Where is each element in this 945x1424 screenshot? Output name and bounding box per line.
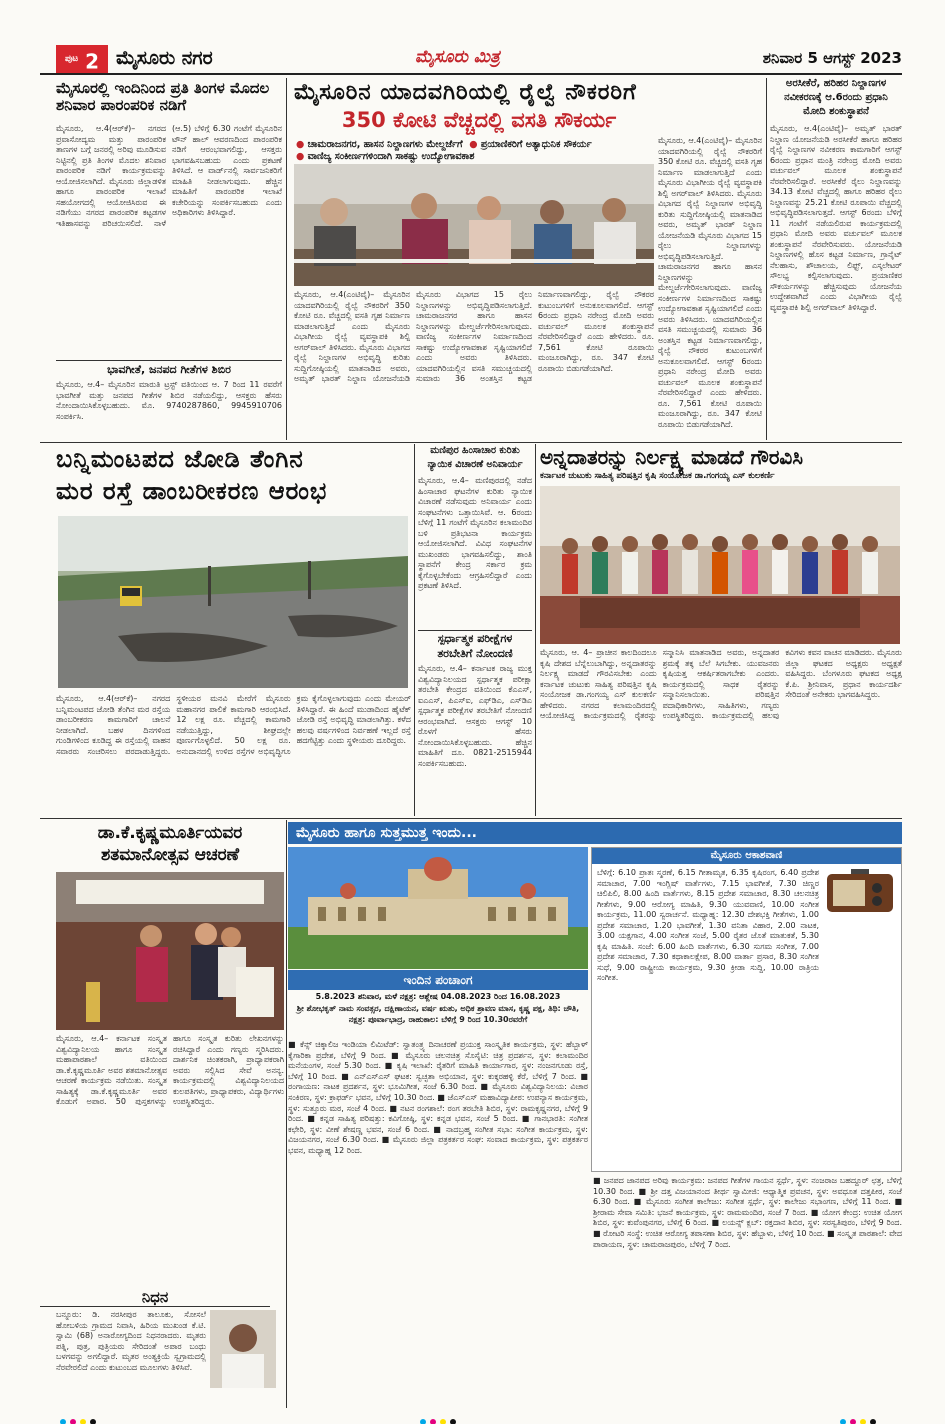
print-registration-marks [60, 1410, 100, 1418]
radio-title: ಮೈಸೂರು ಆಕಾಶವಾಣಿ [592, 848, 901, 864]
story5-headline-line1: ಮಣಿಪುರ ಹಿಂಸಾಚಾರ ಕುರಿತು [430, 445, 520, 456]
issue-date: ಶನಿವಾರ 5 ಆಗಸ್ಟ್ 2023 [762, 49, 902, 67]
centenary-event-photo [56, 872, 284, 1030]
story3-body: ಮೈಸೂರು, ಆ.4(ಎಂಟಿವೈ)– ಅಮೃತ್ ಭಾರತ್ ನಿಲ್ದಾಣ ಯೋಜನೆಯಡಿ ಅರಸೀಕೆರೆ ಹಾಗೂ ಹರಿಹರ ರೈಲ್ವೆ ನಿಲ್ದಾಣಗಳ ನವೀಕರಣ ಕಾಮಗಾರಿಗೆ ಆಗಸ್ಟ್ 6ರಂದು ಪ್ರಧಾನ ಮಂತ್ರಿ ನರೇಂದ್ರ ಮೋದಿ ಅವರು ವರ್ಚುವಲ್ ಮೂಲಕ ಶಂಕುಸ್ಥಾಪನೆ ನೆರವೇರಿಸಲಿದ್ದಾರೆ. ಅರಸೀಕೆರೆ ರೈಲು ನಿಲ್ದಾಣವನ್ನು 34.13 ಕೋಟಿ ವೆಚ್ಚದಲ್ಲಿ ಹಾಗೂ ಹರಿಹರ ರೈಲು ನಿಲ್ದಾಣವನ್ನು 25.21 ಕೋಟಿ ರೂಪಾಯಿ ವೆಚ್ಚದಲ್ಲಿ ಅಭಿವೃದ್ಧಿಪಡಿಸಲಾಗುತ್ತದೆ. ಆಗಸ್ಟ್ 6ರಂದು ಬೆಳಿಗ್ಗೆ 11 ಗಂಟೆಗೆ ನಡೆಯಲಿರುವ ಕಾರ್ಯಕ್ರಮದಲ್ಲಿ ಪ್ರಧಾನಿ ಮೋದಿ ಅವರು ವರ್ಚುವಲ್ ಮೂಲಕ ಶಂಕುಸ್ಥಾಪನೆ ನೆರವೇರಿಸುವರು. ಯೋಜನೆಯಡಿ ನಿಲ್ದಾಣಗಳಲ್ಲಿ ಹೊಸ ಕಟ್ಟಡ ನಿರ್ಮಾಣ, ಗ್ರಾನೈಟ್ ನೆಲಹಾಸು, ಶೌಚಾಲಯ, ಲಿಫ್ಟ್, ಎಸ್ಕಲೇಟರ್ ಸೌಲಭ್ಯ ಕಲ್ಪಿಸಲಾಗುವುದು. ಪ್ರಯಾಣಿಕರ ಸೌಕರ್ಯಗಳನ್ನು ಹೆಚ್ಚಿಸುವುದು ಯೋಜನೆಯ ಉದ್ದೇಶವಾಗಿದೆ ಎಂದು ವಿಭಾಗೀಯ ರೈಲ್ವೆ ವ್ಯವಸ್ಥಾಪಕಿ ಶಿಲ್ಪಿ ಅಗರ್‌ವಾಲ್ ತಿಳಿಸಿದ್ದಾರೆ. [770, 124, 902, 312]
story5-sub-headline-line1: ಸ್ಪರ್ಧಾತ್ಮಕ ಪರೀಕ್ಷೆಗಳ [437, 632, 513, 645]
story3-headline-line1: ಅರಸೀಕೆರೆ, ಹರಿಹರ ನಿಲ್ದಾಣಗಳ [785, 78, 887, 89]
story2-bullet: ● ಚಾಮರಾಜನಗರ, ಹಾಸನ ನಿಲ್ದಾಣಗಳು ಮೇಲ್ದರ್ಜೆಗೆ ● ಪ್ರಯಾಣಿಕರಿಗೆ ಅತ್ಯಾಧುನಿಕ ಸೌಕರ್ಯ [296, 139, 592, 150]
farmers-felicitation-photo [540, 486, 900, 644]
divider [286, 78, 287, 440]
radio-schedule-box [591, 847, 902, 1172]
story3-headline-line2: ನವೀಕರಣಕ್ಕೆ ಆ.6ರಂದು ಪ್ರಧಾನಿ [784, 92, 888, 103]
story1-sub-headline: ಭಾವಗೀತೆ, ಜನಪದ ಗೀತೆಗಳ ಶಿಬಿರ [107, 363, 231, 376]
road-asphalting-photo [58, 516, 408, 688]
events-list: ■ ಕೆನ್ಸ್ ಚಿಕ್ಕಾಲಿಜ ಇಂಡಿಯಾ ಲಿಮಿಟೆಡ್: ಸ್ವಾತಂತ್ರ್ಯ ದಿನಾಚರಣೆ ಪ್ರಯುಕ್ತ ಸಾಂಸ್ಕೃತಿಕ ಕಾರ್ಯಕ್ರಮ, ಸ್ಥಳ: ಹೆಬ್ಬಾಳ್ ಕೈಗಾರಿಕಾ ಪ್ರದೇಶ, ಬೆಳಿಗ್ಗೆ 9 ರಿಂದ. ■ ಮೈಸೂರು ಚಲನಚಿತ್ರ ಸೊಸೈಟಿ: ಚಿತ್ರ ಪ್ರದರ್ಶನ, ಸ್ಥಳ: ಕಲಾಮಂದಿರ ಮನೆಯಂಗಳ, ಸಂಜೆ 5.30 ರಿಂದ. ■ ಕೃಷಿ ಇಲಾಖೆ: ರೈತರಿಗೆ ಮಾಹಿತಿ ಕಾರ್ಯಾಗಾರ, ಸ್ಥಳ: ನಂಜನಗೂಡು ರಸ್ತೆ, ಬೆಳಿಗ್ಗೆ 10 ರಿಂದ. ■ ಎನ್‌ಎಸ್‌ಎಸ್ ಘಟಕ: ಸ್ವಚ್ಛತಾ ಅಭಿಯಾನ, ಸ್ಥಳ: ಕುಕ್ಕರಹಳ್ಳಿ ಕೆರೆ, ಬೆಳಿಗ್ಗೆ 7 ರಿಂದ. ■ ರಂಗಾಯಣ: ನಾಟಕ ಪ್ರದರ್ಶನ, ಸ್ಥಳ: ಭೂಮಿಗೀತ, ಸಂಜೆ 6.30 ರಿಂದ. ■ ಮೈಸೂರು ವಿಶ್ವವಿದ್ಯಾನಿಲಯ: ವಿಚಾರ ಸಂಕಿರಣ, ಸ್ಥಳ: ಕ್ರಾಫರ್ಡ್ ಭವನ, ಬೆಳಿಗ್ಗೆ 10.30 ರಿಂದ. ■ ಜೆಎಸ್‌ಎಸ್ ಮಹಾವಿದ್ಯಾಪೀಠ: ಉಪನ್ಯಾಸ ಕಾರ್ಯಕ್ರಮ, ಸ್ಥಳ: ಸುತ್ತೂರು ಮಠ, ಸಂಜೆ 4 ರಿಂದ. ■ ನಟನ ರಂಗಶಾಲೆ: ರಂಗ ತರಬೇತಿ ಶಿಬಿರ, ಸ್ಥಳ: ರಾಮಕೃಷ್ಣನಗರ, ಬೆಳಿಗ್ಗೆ 9 ರಿಂದ. ■ ಕನ್ನಡ ಸಾಹಿತ್ಯ ಪರಿಷತ್ತು: ಕವಿಗೋಷ್ಠಿ, ಸ್ಥಳ: ಕನ್ನಡ ಭವನ, ಸಂಜೆ 5 ರಿಂದ. ■ ಗಾನಭಾರತಿ: ಸಂಗೀತ ಕಛೇರಿ, ಸ್ಥಳ: ವೀಣೆ ಶೇಷಣ್ಣ ಭವನ, ಸಂಜೆ 6 ರಿಂದ. ■ ನಾದಬ್ರಹ್ಮ ಸಂಗೀತ ಸಭಾ: ಸಂಗೀತ ಕಾರ್ಯಕ್ರಮ, ಸ್ಥಳ: ವಿಜಯನಗರ, ಸಂಜೆ 6.30 ರಿಂದ. ■ ಮೈಸೂರು ಜಿಲ್ಲಾ ಪತ್ರಕರ್ತರ ಸಂಘ: ಸಂವಾದ ಕಾರ್ಯಕ್ರಮ, ಸ್ಥಳ: ಪತ್ರಕರ್ತರ ಭವನ, ಮಧ್ಯಾಹ್ನ 12 ರಿಂದ. [288, 1040, 588, 1155]
story2-headline-line1: ಮೈಸೂರಿನ ಯಾದವಗಿರಿಯಲ್ಲಿ ರೈಲ್ವೆ ನೌಕರರಿಗೆ [294, 80, 637, 105]
story5-headline-line2: ನ್ಯಾಯಿಕ ವಿಚಾರಣೆ ಅನಿವಾರ್ಯ [427, 459, 523, 470]
story2-body-continued: ಮೈಸೂರು, ಆ.4(ಎಂಟಿವೈ)– ಮೈಸೂರಿನ ಯಾದವಗಿರಿಯಲ್ಲಿ ರೈಲ್ವೆ ನೌಕರರಿಗೆ 350 ಕೋಟಿ ರೂ. ವೆಚ್ಚದಲ್ಲಿ ವಸತಿ ಗೃಹ ನಿರ್ಮಾಣ ಮಾಡಲಾಗುತ್ತಿದೆ ಎಂದು ಮೈಸೂರು ವಿಭಾಗೀಯ ರೈಲ್ವೆ ವ್ಯವಸ್ಥಾಪಕಿ ಶಿಲ್ಪಿ ಅಗರ್‌ವಾಲ್ ತಿಳಿಸಿದರು. ಮೈಸೂರು ವಿಭಾಗದ ರೈಲ್ವೆ ನಿಲ್ದಾಣಗಳ ಅಭಿವೃದ್ಧಿ ಕುರಿತು ಸುದ್ದಿಗೋಷ್ಠಿಯಲ್ಲಿ ಮಾತನಾಡಿದ ಅವರು, ಅಮೃತ್ ಭಾರತ್ ನಿಲ್ದಾಣ ಯೋಜನೆಯಡಿ ಮೈಸೂರು ವಿಭಾಗದ 15 ರೈಲು ನಿಲ್ದಾಣಗಳನ್ನು ಅಭಿವೃದ್ಧಿಪಡಿಸಲಾಗುತ್ತಿದೆ. ಚಾಮರಾಜನಗರ ಹಾಗೂ ಹಾಸನ ನಿಲ್ದಾಣಗಳನ್ನು ಮೇಲ್ದರ್ಜೆಗೇರಿಸಲಾಗುವುದು. ವಾಣಿಜ್ಯ ಸಂಕೀರ್ಣಗಳ ನಿರ್ಮಾಣದಿಂದ ಸಾಕಷ್ಟು ಉದ್ಯೋಗಾವಕಾಶ ಸೃಷ್ಟಿಯಾಗಲಿದೆ ಎಂದು ಅವರು ತಿಳಿಸಿದರು. ಯಾದವಗಿರಿಯಲ್ಲಿನ ವಸತಿ ಸಮುಚ್ಚಯದಲ್ಲಿ ಸುಮಾರು 36 ಅಂತಸ್ತಿನ ಕಟ್ಟಡ ನಿರ್ಮಾಣವಾಗಲಿದ್ದು, ರೈಲ್ವೆ ನೌಕರರ ಕುಟುಂಬಗಳಿಗೆ ಅನುಕೂಲವಾಗಲಿದೆ. ಆಗಸ್ಟ್ 6ರಂದು ಪ್ರಧಾನಿ ನರೇಂದ್ರ ಮೋದಿ ಅವರು ವರ್ಚುವಲ್ ಮೂಲಕ ಶಂಕುಸ್ಥಾಪನೆ ನೆರವೇರಿಸಲಿದ್ದಾರೆ ಎಂದು ಹೇಳಿದರು. ರೂ. 7,561 ಕೋಟಿ ರೂಪಾಯಿ ಮಂಜೂರಾಗಿದ್ದು, ರೂ. 347 ಕೋಟಿ ರೂಪಾಯಿ ಬಿಡುಗಡೆಯಾಗಿದೆ. [658, 136, 762, 429]
story4-body: ಮೈಸೂರು, ಆ.4(ಆರ್‌ಕೆ)– ನಗರದ ಬನ್ನಿಮಂಟಪದ ಜೋಡಿ ತೆಂಗಿನ ಮರ ರಸ್ತೆಯ ಡಾಂಬರೀಕರಣ ಕಾಮಗಾರಿಗೆ ಚಾಲನೆ ನೀಡಲಾಗಿದೆ. ಬಹಳ ದಿನಗಳಿಂದ ಗುಂಡಿಗಳಿಂದ ಕೂಡಿದ್ದ ಈ ರಸ್ತೆಯಲ್ಲಿ ವಾಹನ ಸವಾರರು ಸಂಚರಿಸಲು ಪರದಾಡುತ್ತಿದ್ದರು. ಸ್ಥಳೀಯರ ಮನವಿ ಮೇರೆಗೆ ಮೈಸೂರು ಮಹಾನಗರ ಪಾಲಿಕೆ ಕಾಮಗಾರಿ ಆರಂಭಿಸಿದೆ. 12 ಲಕ್ಷ ರೂ. ವೆಚ್ಚದಲ್ಲಿ ಕಾಮಗಾರಿ ನಡೆಯುತ್ತಿದ್ದು, ಶೀಘ್ರದಲ್ಲೇ ಪೂರ್ಣಗೊಳ್ಳಲಿದೆ. 50 ಲಕ್ಷ ರೂ. ಅನುದಾನದಲ್ಲಿ ಉಳಿದ ರಸ್ತೆಗಳ ಅಭಿವೃದ್ಧಿಗೂ ಕ್ರಮ ಕೈಗೊಳ್ಳಲಾಗುವುದು ಎಂದು ಮೇಯರ್ ತಿಳಿಸಿದ್ದಾರೆ. ಈ ಹಿಂದೆ ಮುಡಾದಿಂದ ಹೈಟೆಕ್ ಜೋಡಿ ರಸ್ತೆ ಅಭಿವೃದ್ಧಿ ಮಾಡಲಾಗಿತ್ತು. ಕಳೆದ ಹಲವು ವರ್ಷಗಳಿಂದ ನಿರ್ವಹಣೆ ಇಲ್ಲದೆ ರಸ್ತೆ ಹದಗೆಟ್ಟಿತ್ತು ಎಂದು ಸ್ಥಳೀಯರು ದೂರಿದ್ದರು. [56, 694, 411, 756]
divider [286, 820, 287, 1408]
panchanga-title: ಇಂದಿನ ಪಂಚಾಂಗ [288, 970, 588, 990]
railway-press-meet-photo [294, 164, 654, 286]
divider [40, 818, 902, 819]
story4-headline-line1: ಬನ್ನಿಮಂಟಪದ ಜೋಡಿ ತೆಂಗಿನ [56, 445, 304, 473]
story7-headline-line2: ಶತಮಾನೋತ್ಸವ ಆಚರಣೆ [100, 845, 240, 865]
divider [414, 444, 415, 816]
panchanga-text: ಶ್ರೀ ಶೋಭಕೃತ್ ನಾಮ ಸಂವತ್ಸರ, ದಕ್ಷಿಣಾಯನ, ವರ್ಷ ಋತು, ಅಧಿಕ ಶ್ರಾವಣ ಮಾಸ, ಕೃಷ್ಣ ಪಕ್ಷ, ತಿಥಿ: ಚೌತಿ, ನಕ್ಷತ್ರ: ಪೂರ್ವಾಭಾದ್ರ, ರಾಹುಕಾಲ: ಬೆಳಿಗ್ಗೆ 9 ರಿಂದ 10.30ರವರೆಗೆ [296, 1004, 580, 1024]
divider [40, 442, 902, 443]
story1-body: ಮೈಸೂರು, ಆ.4(ಆರ್‌ಕೆ)– ನಗರದ ಪ್ರವಾಸೋದ್ಯಮ ಮತ್ತು ಪಾರಂಪರಿಕ ತಾಣಗಳ ಬಗ್ಗೆ ಜನರಲ್ಲಿ ಅರಿವು ಮೂಡಿಸುವ ನಿಟ್ಟಿನಲ್ಲಿ ಪ್ರತಿ ತಿಂಗಳ ಮೊದಲ ಶನಿವಾರ ಪಾರಂಪರಿಕ ನಡಿಗೆ ಕಾರ್ಯಕ್ರಮವನ್ನು ಆಯೋಜಿಸಲಾಗಿದೆ. ಮೈಸೂರು ಜಿಲ್ಲಾಡಳಿತ ಹಾಗೂ ಪಾರಂಪರಿಕ ಇಲಾಖೆ ಸಹಯೋಗದಲ್ಲಿ ಆಯೋಜಿಸಿರುವ ಈ ನಡಿಗೆಯು ನಗರದ ಪಾರಂಪರಿಕ ಕಟ್ಟಡಗಳ ಇತಿಹಾಸವನ್ನು ಪರಿಚಯಿಸಲಿದೆ. ನಾಳೆ (ಆ.5) ಬೆಳಿಗ್ಗೆ 6.30 ಗಂಟೆಗೆ ಮೈಸೂರಿನ ಟೌನ್ ಹಾಲ್ ಆವರಣದಿಂದ ಪಾರಂಪರಿಕ ನಡಿಗೆ ಆರಂಭವಾಗಲಿದ್ದು, ಆಸಕ್ತರು ಭಾಗವಹಿಸಬಹುದು ಎಂದು ಪ್ರಕಟಣೆ ತಿಳಿಸಿದೆ. ಆ ವಾರ್ಡ್‌ನಲ್ಲಿ ಸಾರ್ವಜನಿಕರಿಗೆ ಮಾಹಿತಿ ನೀಡಲಾಗುವುದು. ಹೆಚ್ಚಿನ ಮಾಹಿತಿಗೆ ಪಾರಂಪರಿಕ ಇಲಾಖೆ ಕಚೇರಿಯನ್ನು ಸಂಪರ್ಕಿಸಬಹುದು ಎಂದು ಅಧಿಕಾರಿಗಳು ತಿಳಿಸಿದ್ದಾರೆ. [56, 124, 282, 228]
mysuru-today-band: ಮೈಸೂರು ಹಾಗೂ ಸುತ್ತಮುತ್ತ ಇಂದು... [288, 822, 902, 844]
print-registration-marks [420, 1410, 460, 1418]
story6-subheadline: ಕರ್ನಾಟಕ ಚುಟುಕು ಸಾಹಿತ್ಯ ಪರಿಷತ್ತಿನ ಕೃಷಿ ಸಂಯೋಜಕ ಡಾ.ಗಂಗಯ್ಯ ಎಸ್ ಕುಲಕರ್ಣಿ [540, 471, 775, 481]
story3-headline-line3: ಮೋದಿ ಶಂಕುಸ್ಥಾಪನೆ [803, 106, 869, 117]
story2-body: ಮೈಸೂರು, ಆ.4(ಎಂಟಿವೈ)– ಮೈಸೂರಿನ ಯಾದವಗಿರಿಯಲ್ಲಿ ರೈಲ್ವೆ ನೌಕರರಿಗೆ 350 ಕೋಟಿ ರೂ. ವೆಚ್ಚದಲ್ಲಿ ವಸತಿ ಗೃಹ ನಿರ್ಮಾಣ ಮಾಡಲಾಗುತ್ತಿದೆ ಎಂದು ಮೈಸೂರು ವಿಭಾಗೀಯ ರೈಲ್ವೆ ವ್ಯವಸ್ಥಾಪಕಿ ಶಿಲ್ಪಿ ಅಗರ್‌ವಾಲ್ ತಿಳಿಸಿದರು. ಮೈಸೂರು ವಿಭಾಗದ ರೈಲ್ವೆ ನಿಲ್ದಾಣಗಳ ಅಭಿವೃದ್ಧಿ ಕುರಿತು ಸುದ್ದಿಗೋಷ್ಠಿಯಲ್ಲಿ ಮಾತನಾಡಿದ ಅವರು, ಅಮೃತ್ ಭಾರತ್ ನಿಲ್ದಾಣ ಯೋಜನೆಯಡಿ ಮೈಸೂರು ವಿಭಾಗದ 15 ರೈಲು ನಿಲ್ದಾಣಗಳನ್ನು ಅಭಿವೃದ್ಧಿಪಡಿಸಲಾಗುತ್ತಿದೆ. ಚಾಮರಾಜನಗರ ಹಾಗೂ ಹಾಸನ ನಿಲ್ದಾಣಗಳನ್ನು ಮೇಲ್ದರ್ಜೆಗೇರಿಸಲಾಗುವುದು. ವಾಣಿಜ್ಯ ಸಂಕೀರ್ಣಗಳ ನಿರ್ಮಾಣದಿಂದ ಸಾಕಷ್ಟು ಉದ್ಯೋಗಾವಕಾಶ ಸೃಷ್ಟಿಯಾಗಲಿದೆ ಎಂದು ಅವರು ತಿಳಿಸಿದರು. ಯಾದವಗಿರಿಯಲ್ಲಿನ ವಸತಿ ಸಮುಚ್ಚಯದಲ್ಲಿ ಸುಮಾರು 36 ಅಂತಸ್ತಿನ ಕಟ್ಟಡ ನಿರ್ಮಾಣವಾಗಲಿದ್ದು, ರೈಲ್ವೆ ನೌಕರರ ಕುಟುಂಬಗಳಿಗೆ ಅನುಕೂಲವಾಗಲಿದೆ. ಆಗಸ್ಟ್ 6ರಂದು ಪ್ರಧಾನಿ ನರೇಂದ್ರ ಮೋದಿ ಅವರು ವರ್ಚುವಲ್ ಮೂಲಕ ಶಂಕುಸ್ಥಾಪನೆ ನೆರವೇರಿಸಲಿದ್ದಾರೆ ಎಂದು ಹೇಳಿದರು. ರೂ. 7,561 ಕೋಟಿ ರೂಪಾಯಿ ಮಂಜೂರಾಗಿದ್ದು, ರೂ. 347 ಕೋಟಿ ರೂಪಾಯಿ ಬಿಡುಗಡೆಯಾಗಿದೆ. [294, 290, 654, 383]
story4-headline-line2: ಮರ ರಸ್ತೆ ಡಾಂಬರೀಕರಣ ಆರಂಭ [56, 477, 328, 505]
obituary-title: ನಿಧನ [40, 1288, 270, 1307]
page-header [40, 45, 902, 75]
print-registration-marks [840, 1410, 880, 1418]
story5-body: ಮೈಸೂರು, ಆ.4– ಮಣಿಪುರದಲ್ಲಿ ನಡೆದ ಹಿಂಸಾಚಾರ ಘಟನೆಗಳ ಕುರಿತು ನ್ಯಾಯಿಕ ವಿಚಾರಣೆ ನಡೆಸುವುದು ಅನಿವಾರ್ಯ ಎಂದು ಸಂಘಟನೆಗಳು ಒತ್ತಾಯಿಸಿವೆ. ಆ. 6ರಂದು ಬೆಳಿಗ್ಗೆ 11 ಗಂಟೆಗೆ ಮೈಸೂರಿನ ಕಲಾಮಂದಿರ ಬಳಿ ಪ್ರತಿಭಟನಾ ಕಾರ್ಯಕ್ರಮ ಆಯೋಜಿಸಲಾಗಿದೆ. ವಿವಿಧ ಸಂಘಟನೆಗಳ ಮುಖಂಡರು ಭಾಗವಹಿಸಲಿದ್ದು, ಶಾಂತಿ ಸ್ಥಾಪನೆಗೆ ಕೇಂದ್ರ ಸರ್ಕಾರ ಕ್ರಮ ಕೈಗೊಳ್ಳಬೇಕೆಂದು ಆಗ್ರಹಿಸಲಿದ್ದಾರೆ ಎಂದು ಪ್ರಕಟಣೆ ತಿಳಿಸಿದೆ. [418, 476, 532, 590]
story6-headline: ಅನ್ನದಾತರನ್ನು ನಿರ್ಲಕ್ಷ್ಯ ಮಾಡದೆ ಗೌರವಿಸಿ [540, 445, 803, 469]
story7-body: ಮೈಸೂರು, ಆ.4– ಕರ್ನಾಟಕ ಸಂಸ್ಕೃತ ವಿಶ್ವವಿದ್ಯಾನಿಲಯ ಹಾಗೂ ಸಂಸ್ಕೃತ ಮಹಾಪಾಠಶಾಲೆ ವತಿಯಿಂದ ಡಾ.ಕೆ.ಕೃಷ್ಣಮೂರ್ತಿ ಅವರ ಶತಮಾನೋತ್ಸವ ಆಚರಣೆ ಕಾರ್ಯಕ್ರಮ ನಡೆಯಿತು. ಸಂಸ್ಕೃತ ಸಾಹಿತ್ಯಕ್ಕೆ ಡಾ.ಕೆ.ಕೃಷ್ಣಮೂರ್ತಿ ಅವರ ಕೊಡುಗೆ ಅಪಾರ. 50 ಪುಸ್ತಕಗಳನ್ನು ಹಾಗೂ ಸಂಸ್ಕೃತ ಕುರಿತು ಲೇಖನಗಳನ್ನು ರಚಿಸಿದ್ದಾರೆ ಎಂದು ಗಣ್ಯರು ಸ್ಮರಿಸಿದರು. ದಾರ್ಶನಿಕ ಚಿಂತಕರಾಗಿ, ಪ್ರಾಧ್ಯಾಪಕರಾಗಿ ಅವರು ಸಲ್ಲಿಸಿದ ಸೇವೆ ಅನನ್ಯ. ಕಾರ್ಯಕ್ರಮದಲ್ಲಿ ವಿಶ್ವವಿದ್ಯಾನಿಲಯದ ಕುಲಪತಿಗಳು, ಪ್ರಾಧ್ಯಾಪಕರು, ವಿದ್ಯಾರ್ಥಿಗಳು ಉಪಸ್ಥಿತರಿದ್ದರು. [56, 1034, 284, 1106]
panchanga-date: 5.8.2023 ಶನಿವಾರ, ಮಳೆ ನಕ್ಷತ್ರ: ಆಶ್ಲೇಷ 04.08.2023 ರಿಂದ 16.08.2023 [315, 992, 561, 1001]
page-label: ಪುಟ [64, 54, 79, 64]
story2-bullets [296, 139, 656, 163]
story5-sub-body: ಮೈಸೂರು, ಆ.4– ಕರ್ನಾಟಕ ರಾಜ್ಯ ಮುಕ್ತ ವಿಶ್ವವಿದ್ಯಾನಿಲಯದ ಸ್ಪರ್ಧಾತ್ಮಕ ಪರೀಕ್ಷಾ ತರಬೇತಿ ಕೇಂದ್ರದ ವತಿಯಿಂದ ಕೆಎಎಸ್, ಐಎಎಸ್, ಪಿಎಸ್‌ಐ, ಎಫ್‌ಡಿಎ, ಎಸ್‌ಡಿಎ ಸ್ಪರ್ಧಾತ್ಮಕ ಪರೀಕ್ಷೆಗಳ ತರಬೇತಿಗೆ ನೋಂದಣಿ ಆರಂಭವಾಗಿದೆ. ಆಸಕ್ತರು ಆಗಸ್ಟ್ 10 ರೊಳಗೆ ಹೆಸರು ನೋಂದಾಯಿಸಿಕೊಳ್ಳಬಹುದು. ಹೆಚ್ಚಿನ ಮಾಹಿತಿಗೆ ದೂ. 0821-2515944 ಸಂಪರ್ಕಿಸಬಹುದು. [418, 664, 532, 768]
story1-headline: ಮೈಸೂರಲ್ಲಿ ಇಂದಿನಿಂದ ಪ್ರತಿ ತಿಂಗಳ ಮೊದಲ ಶನಿವಾರ ಪಾರಂಪರಿಕ ನಡಿಗೆ [56, 79, 270, 115]
story7-headline-line1: ಡಾ.ಕೆ.ಕೃಷ್ಣಮೂರ್ತಿಯವರ [97, 823, 243, 843]
story1-sub-body: ಮೈಸೂರು, ಆ.4– ಮೈಸೂರಿನ ಮಾರುತಿ ಟ್ರಸ್ಟ್ ವತಿಯಿಂದ ಆ. 7 ರಿಂದ 11 ರವರೆಗೆ ಭಾವಗೀತೆ ಮತ್ತು ಜನಪದ ಗೀತೆಗಳ ಶಿಬಿರ ನಡೆಯಲಿದ್ದು, ಆಸಕ್ತರು ಹೆಸರು ನೋಂದಾಯಿಸಿಕೊಳ್ಳಬಹುದು. ಮೊ. 9740287860, 9945910706 ಸಂಪರ್ಕಿಸಿ. [56, 380, 282, 421]
events-list-right: ■ ಜನಪದ ಜಾನಪದ ಅರಿವು ಕಾರ್ಯಕ್ರಮ: ಜನಪದ ಗೀತೆಗಳ ಗಾಯನ ಸ್ಪರ್ಧೆ, ಸ್ಥಳ: ನಂಜರಾಜ ಬಹದ್ದೂರ್ ಛತ್ರ, ಬೆಳಿಗ್ಗೆ 10.30 ರಿಂದ. ■ ಶ್ರೀ ದತ್ತ ವಿಜಯಾನಂದ ತೀರ್ಥ ಸ್ವಾಮೀಜಿ: ಆಧ್ಯಾತ್ಮಿಕ ಪ್ರವಚನ, ಸ್ಥಳ: ಅವಧೂತ ದತ್ತಪೀಠ, ಸಂಜೆ 6.30 ರಿಂದ. ■ ಮೈಸೂರು ಸಂಗೀತ ಕಾಲೇಜು: ಸಂಗೀತ ಸ್ಪರ್ಧೆ, ಸ್ಥಳ: ಕಾಲೇಜು ಸಭಾಂಗಣ, ಬೆಳಿಗ್ಗೆ 11 ರಿಂದ. ■ ಶ್ರೀರಾಮ ಸೇವಾ ಸಮಿತಿ: ಭಜನೆ ಕಾರ್ಯಕ್ರಮ, ಸ್ಥಳ: ರಾಮಮಂದಿರ, ಸಂಜೆ 7 ರಿಂದ. ■ ಯೋಗ ಕೇಂದ್ರ: ಉಚಿತ ಯೋಗ ಶಿಬಿರ, ಸ್ಥಳ: ಕುವೆಂಪುನಗರ, ಬೆಳಿಗ್ಗೆ 6 ರಿಂದ. ■ ಲಯನ್ಸ್ ಕ್ಲಬ್: ರಕ್ತದಾನ ಶಿಬಿರ, ಸ್ಥಳ: ಸರಸ್ವತಿಪುರಂ, ಬೆಳಿಗ್ಗೆ 9 ರಿಂದ. ■ ರೋಟರಿ ಸಂಸ್ಥೆ: ಉಚಿತ ಆರೋಗ್ಯ ತಪಾಸಣಾ ಶಿಬಿರ, ಸ್ಥಳ: ಹೆಬ್ಬಾಳು, ಬೆಳಿಗ್ಗೆ 10 ರಿಂದ. ■ ಸಂಸ್ಕೃತ ಪಾಠಶಾಲೆ: ವೇದ ಪಾರಾಯಣ, ಸ್ಥಳ: ಚಾಮರಾಜಪುರಂ, ಬೆಳಿಗ್ಗೆ 7 ರಿಂದ. [593, 1176, 902, 1249]
divider [535, 444, 536, 816]
divider [56, 360, 282, 361]
obituary-body: ಬನ್ನೂರು: ಡಿ. ನರಸೀಪುರ ತಾಲೂಕು, ಸೋಸಲೆ ಹೋಬಳಿಯ ಗ್ರಾಮದ ನಿವಾಸಿ, ಹಿರಿಯ ಮುಖಂಡ ಕೆ.ಟಿ. ಸ್ವಾಮಿ (68) ಅನಾರೋಗ್ಯದಿಂದ ನಿಧನರಾದರು. ಮೃತರು ಪತ್ನಿ, ಪುತ್ರ, ಪುತ್ರಿಯರು ಸೇರಿದಂತೆ ಅಪಾರ ಬಂಧು ಬಳಗವನ್ನು ಅಗಲಿದ್ದಾರೆ. ಮೃತರ ಅಂತ್ಯಕ್ರಿಯೆ ಸ್ವಗ್ರಾಮದಲ್ಲಿ ನೆರವೇರಲಿದೆ ಎಂದು ಕುಟುಂಬದ ಮೂಲಗಳು ತಿಳಿಸಿವೆ. [56, 1310, 206, 1372]
story2-headline-line2: 350 ಕೋಟಿ ವೆಚ್ಚದಲ್ಲಿ ವಸತಿ ಸೌಕರ್ಯ [341, 108, 617, 132]
radio-icon [825, 868, 895, 916]
masthead: ಮೈಸೂರು ಮಿತ್ರ [415, 47, 500, 67]
radio-schedule-text: ಬೆಳಿಗ್ಗೆ: 6.10 ಪ್ರಾತಃ ಸ್ಮರಣೆ, 6.15 ಗೀತಾಮೃತ, 6.35 ಕೃಷಿರಂಗ, 6.40 ಪ್ರದೇಶ ಸಮಾಚಾರ, 7.00 ಇಂಗ್ಲಿಷ್ ವಾರ್ತೆಗಳು, 7.15 ಭಾವಗೀತೆ, 7.30 ಚಿಣ್ಣರ ಚಿಲಿಪಿಲಿ, 8.00 ಹಿಂದಿ ವಾರ್ತೆಗಳು, 8.15 ಪ್ರದೇಶ ಸಮಾಚಾರ, 8.30 ಚಲನಚಿತ್ರ ಗೀತೆಗಳು, 9.00 ಆರೋಗ್ಯ ಮಾಹಿತಿ, 9.30 ಯುವವಾಣಿ, 10.00 ಸಂಗೀತ ಕಾರ್ಯಕ್ರಮ, 11.00 ಸ್ವರಾರ್ಚನೆ. ಮಧ್ಯಾಹ್ನ: 12.30 ದೇಶಭಕ್ತಿ ಗೀತೆಗಳು, 1.00 ಪ್ರದೇಶ ಸಮಾಚಾರ, 1.20 ಭಾವಗೀತೆ, 1.30 ವನಿತಾ ವಿಹಾರ, 2.00 ನಾಟಕ, 3.00 ಯಕ್ಷಗಾನ, 4.00 ಸಂಗೀತ ಸಂಜೆ, 5.00 ರೈತರ ಜೊತೆ ಮಾತುಕತೆ, 5.30 ಕೃಷಿ ಮಾಹಿತಿ. ಸಂಜೆ: 6.00 ಹಿಂದಿ ವಾರ್ತೆಗಳು, 6.30 ಸುಗಮ ಸಂಗೀತ, 7.00 ಪ್ರದೇಶ ಸಮಾಚಾರ, 7.30 ಕಥಾಕಾಲಕ್ಷೇಪ, 8.00 ವಾರ್ತಾ ಪ್ರಸಾರ, 8.30 ಸಂಗೀತ ಸುಧೆ, 9.00 ರಾಷ್ಟ್ರೀಯ ಕಾರ್ಯಕ್ರಮ, 9.30 ಕ್ರೀಡಾ ಸುದ್ದಿ, 10.00 ರಾತ್ರಿಯ ಸಂಗೀತ. [597, 868, 819, 982]
page-number: 2 [85, 49, 100, 74]
divider [418, 630, 532, 631]
mysore-palace-photo [288, 847, 588, 969]
section-title: ಮೈಸೂರು ನಗರ [116, 47, 213, 69]
page-number-badge [56, 45, 108, 73]
story5-sub-headline-line2: ತರಬೇತಿಗೆ ನೋಂದಣಿ [437, 647, 513, 660]
story2-bullet: ● ವಾಣಿಜ್ಯ ಸಂಕೀರ್ಣಗಳಿಂದಾಗಿ ಸಾಕಷ್ಟು ಉದ್ಯೋಗಾವಕಾಶ [296, 151, 475, 162]
obituary-portrait [210, 1310, 276, 1388]
story6-body: ಮೈಸೂರು, ಆ. 4– ಪ್ರಾಚೀನ ಕಾಲದಿಂದಲೂ ಕೃಷಿ ದೇಶದ ಬೆನ್ನೆಲುಬಾಗಿದ್ದು, ಅನ್ನದಾತರನ್ನು ನಿರ್ಲಕ್ಷ್ಯ ಮಾಡದೆ ಗೌರವಿಸಬೇಕು ಎಂದು ಕರ್ನಾಟಕ ಚುಟುಕು ಸಾಹಿತ್ಯ ಪರಿಷತ್ತಿನ ಕೃಷಿ ಸಂಯೋಜಕ ಡಾ.ಗಂಗಯ್ಯ ಎಸ್ ಕುಲಕರ್ಣಿ ಹೇಳಿದರು. ನಗರದ ಕಲಾಮಂದಿರದಲ್ಲಿ ಆಯೋಜಿಸಿದ್ದ ಕಾರ್ಯಕ್ರಮದಲ್ಲಿ ರೈತರನ್ನು ಸನ್ಮಾನಿಸಿ ಮಾತನಾಡಿದ ಅವರು, ಅನ್ನದಾತರ ಶ್ರಮಕ್ಕೆ ತಕ್ಕ ಬೆಲೆ ಸಿಗಬೇಕು. ಯುವಜನರು ಕೃಷಿಯತ್ತ ಆಕರ್ಷಿತರಾಗಬೇಕು ಎಂದರು. ಕಾರ್ಯಕ್ರಮದಲ್ಲಿ ಸಾಧಕ ರೈತರನ್ನು ಸನ್ಮಾನಿಸಲಾಯಿತು. ಪರಿಷತ್ತಿನ ಪದಾಧಿಕಾರಿಗಳು, ಸಾಹಿತಿಗಳು, ಗಣ್ಯರು ಉಪಸ್ಥಿತರಿದ್ದರು. ಕಾರ್ಯಕ್ರಮದಲ್ಲಿ ಹಲವು ಕವಿಗಳು ಕವನ ವಾಚನ ಮಾಡಿದರು. ಮೈಸೂರು ಜಿಲ್ಲಾ ಘಟಕದ ಅಧ್ಯಕ್ಷರು ಅಧ್ಯಕ್ಷತೆ ವಹಿಸಿದ್ದರು. ಬೆಂಗಳೂರು ಘಟಕದ ಅಧ್ಯಕ್ಷ ಕೆ.ಪಿ. ಶ್ರೀನಿವಾಸ, ಪ್ರಧಾನ ಕಾರ್ಯದರ್ಶಿ ಸೇರಿದಂತೆ ಅನೇಕರು ಭಾಗವಹಿಸಿದ್ದರು. [540, 648, 902, 720]
divider [766, 78, 767, 440]
